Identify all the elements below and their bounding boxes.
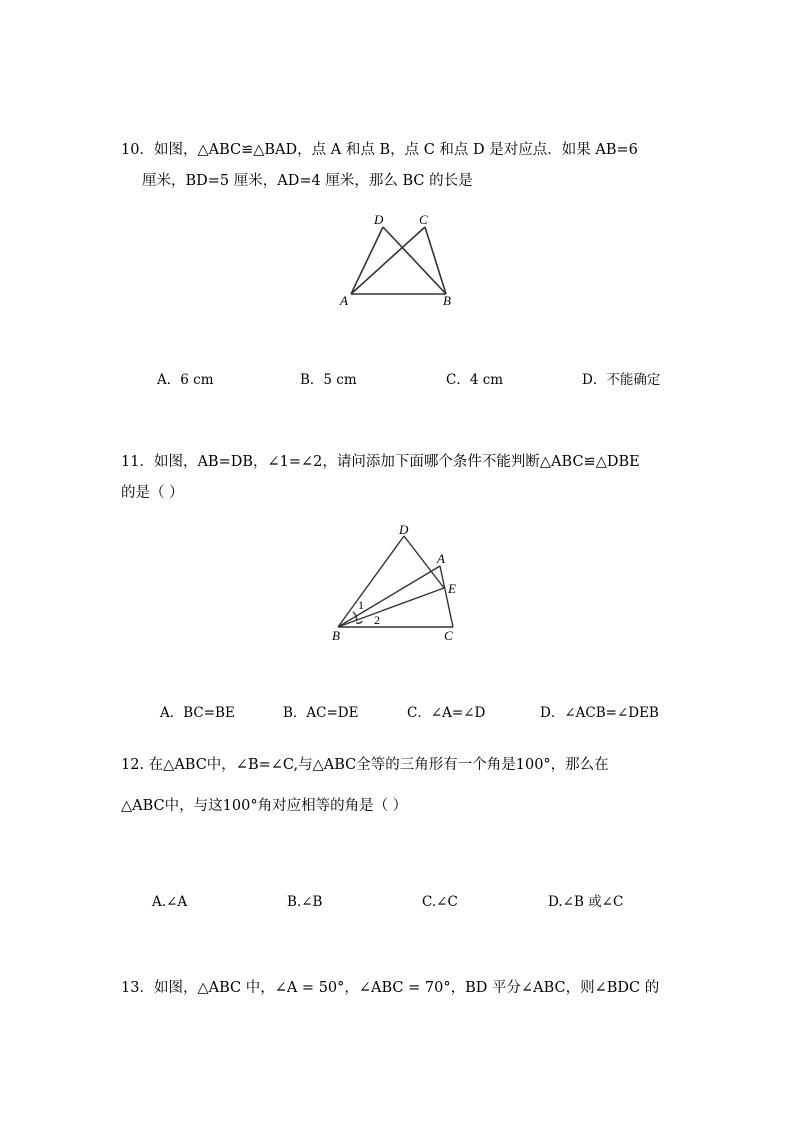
q11-label-c: C xyxy=(444,628,453,643)
q11-label-a: A xyxy=(437,551,445,566)
q12-option-a[interactable]: A.∠A xyxy=(152,894,188,910)
q12-option-b[interactable]: B.∠B xyxy=(287,894,323,910)
q12-option-c[interactable]: C.∠C xyxy=(422,894,458,910)
q11-stem-line1: 11．如图，AB=DB，∠1=∠2，请问添加下面哪个条件不能判断△ABC≌△DBE xyxy=(121,454,640,470)
q10-option-a[interactable]: A．6 cm xyxy=(157,372,214,388)
q11-option-d[interactable]: D．∠ACB=∠DEB xyxy=(540,705,659,721)
q11-figure xyxy=(328,520,468,645)
q12-stem-line2: △ABC中，与这100°角对应相等的角是（ ） xyxy=(121,798,408,814)
q11-stem-line2: 的是（ ） xyxy=(121,485,184,501)
q10-figure xyxy=(335,208,465,313)
q10-label-d: D xyxy=(374,212,384,227)
q10-label-a: A xyxy=(340,293,348,308)
q10-option-d[interactable]: D．不能确定 xyxy=(582,372,661,388)
q10-option-c[interactable]: C．4 cm xyxy=(446,372,504,388)
q11-angle-2-label: 2 xyxy=(374,613,380,627)
q12-option-d[interactable]: D.∠B 或∠C xyxy=(548,894,624,910)
q11-option-b[interactable]: B．AC=DE xyxy=(283,705,359,721)
q11-option-c[interactable]: C．∠A=∠D xyxy=(407,705,486,721)
q11-option-a[interactable]: A．BC=BE xyxy=(160,705,235,721)
q10-label-b: B xyxy=(443,293,451,308)
q11-angle-1-label: 1 xyxy=(358,598,364,612)
q10-stem-line2: 厘米，BD=5 厘米，AD=4 厘米，那么 BC 的长是 xyxy=(142,173,473,189)
q11-label-d: D xyxy=(399,522,409,537)
q11-label-b: B xyxy=(332,628,340,643)
q10-option-b[interactable]: B．5 cm xyxy=(300,372,357,388)
q11-label-e: E xyxy=(448,581,456,596)
q10-stem-line1: 10．如图，△ABC≌△BAD，点 A 和点 B，点 C 和点 D 是对应点．如果 AB=6 xyxy=(121,142,638,158)
q12-stem-line1: 12. 在△ABC中，∠B=∠C,与△ABC全等的三角形有一个角是100°，那么在 xyxy=(121,757,609,773)
q10-label-c: C xyxy=(419,212,428,227)
q13-stem-line1: 13．如图，△ABC 中，∠A = 50°，∠ABC = 70°，BD 平分∠ABC，则∠BDC 的 xyxy=(121,980,660,996)
